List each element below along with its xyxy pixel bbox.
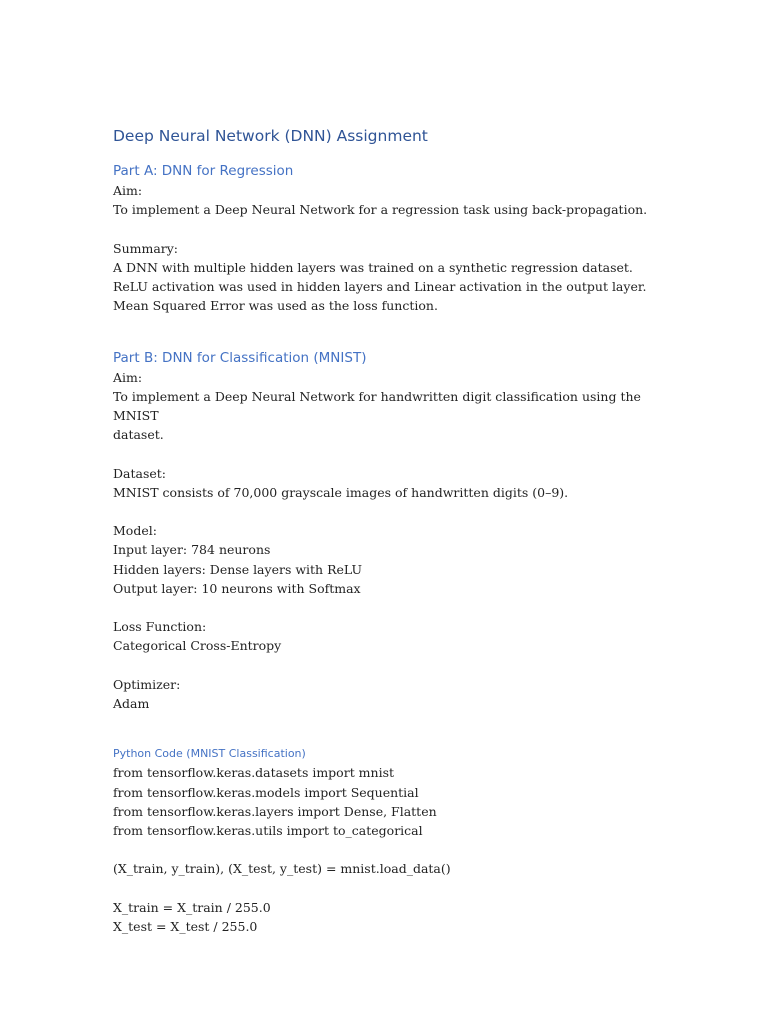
part-b-optimizer-label: Optimizer: xyxy=(113,676,181,692)
part-b-heading: Part B: DNN for Classification (MNIST) xyxy=(113,349,367,366)
part-b-dataset-text: MNIST consists of 70,000 grayscale images of handwritten digits (0–9). xyxy=(113,484,569,500)
part-a-aim-text: To implement a Deep Neural Network for a regression task using back-propagation. xyxy=(113,202,648,218)
part-b-model-line: Input layer: 784 neurons xyxy=(113,542,271,558)
part-b-optimizer-text: Adam xyxy=(113,695,150,711)
code-section-heading: Python Code (MNIST Classification) xyxy=(113,747,306,761)
part-b-model-label: Model: xyxy=(113,523,157,539)
code-line: X_test = X_test / 255.0 xyxy=(113,918,258,934)
code-line: (X_train, y_train), (X_test, y_test) = mnist.load_data() xyxy=(113,861,451,877)
part-b-loss-label: Loss Function: xyxy=(113,619,207,635)
part-a-summary-line: ReLU activation was used in hidden layers and Linear activation in the output layer. xyxy=(113,279,647,294)
code-line: from tensorflow.keras.datasets import mnist xyxy=(113,765,395,781)
code-line: from tensorflow.keras.models import Sequential xyxy=(113,784,419,800)
document-page xyxy=(113,118,673,936)
code-line: X_train = X_train / 255.0 xyxy=(113,899,271,915)
code-line: from tensorflow.keras.layers import Dense, Flatten xyxy=(113,803,437,819)
part-a-summary-line: Mean Squared Error was used as the loss function. xyxy=(113,298,438,314)
part-b-dataset-label: Dataset: xyxy=(113,465,166,481)
part-b-aim-label: Aim: xyxy=(113,369,143,385)
part-b-model-line: Hidden layers: Dense layers with ReLU xyxy=(113,561,363,577)
part-a-summary-label: Summary: xyxy=(113,240,179,256)
part-b-model-line: Output layer: 10 neurons with Softmax xyxy=(113,580,361,596)
part-a-summary-line: A DNN with multiple hidden layers was trained on a synthetic regression dataset. xyxy=(113,259,633,275)
part-b-aim-line: dataset. xyxy=(113,427,164,443)
part-a-aim-label: Aim: xyxy=(113,183,143,198)
part-b-aim-line: To implement a Deep Neural Network for handwritten digit classification using the MNIST xyxy=(113,388,645,423)
document-title: Deep Neural Network (DNN) Assignment xyxy=(113,127,428,145)
part-a-heading: Part A: DNN for Regression xyxy=(113,163,294,179)
code-line: from tensorflow.keras.utils import to_categorical xyxy=(113,822,423,838)
part-b-loss-text: Categorical Cross-Entropy xyxy=(113,638,282,654)
